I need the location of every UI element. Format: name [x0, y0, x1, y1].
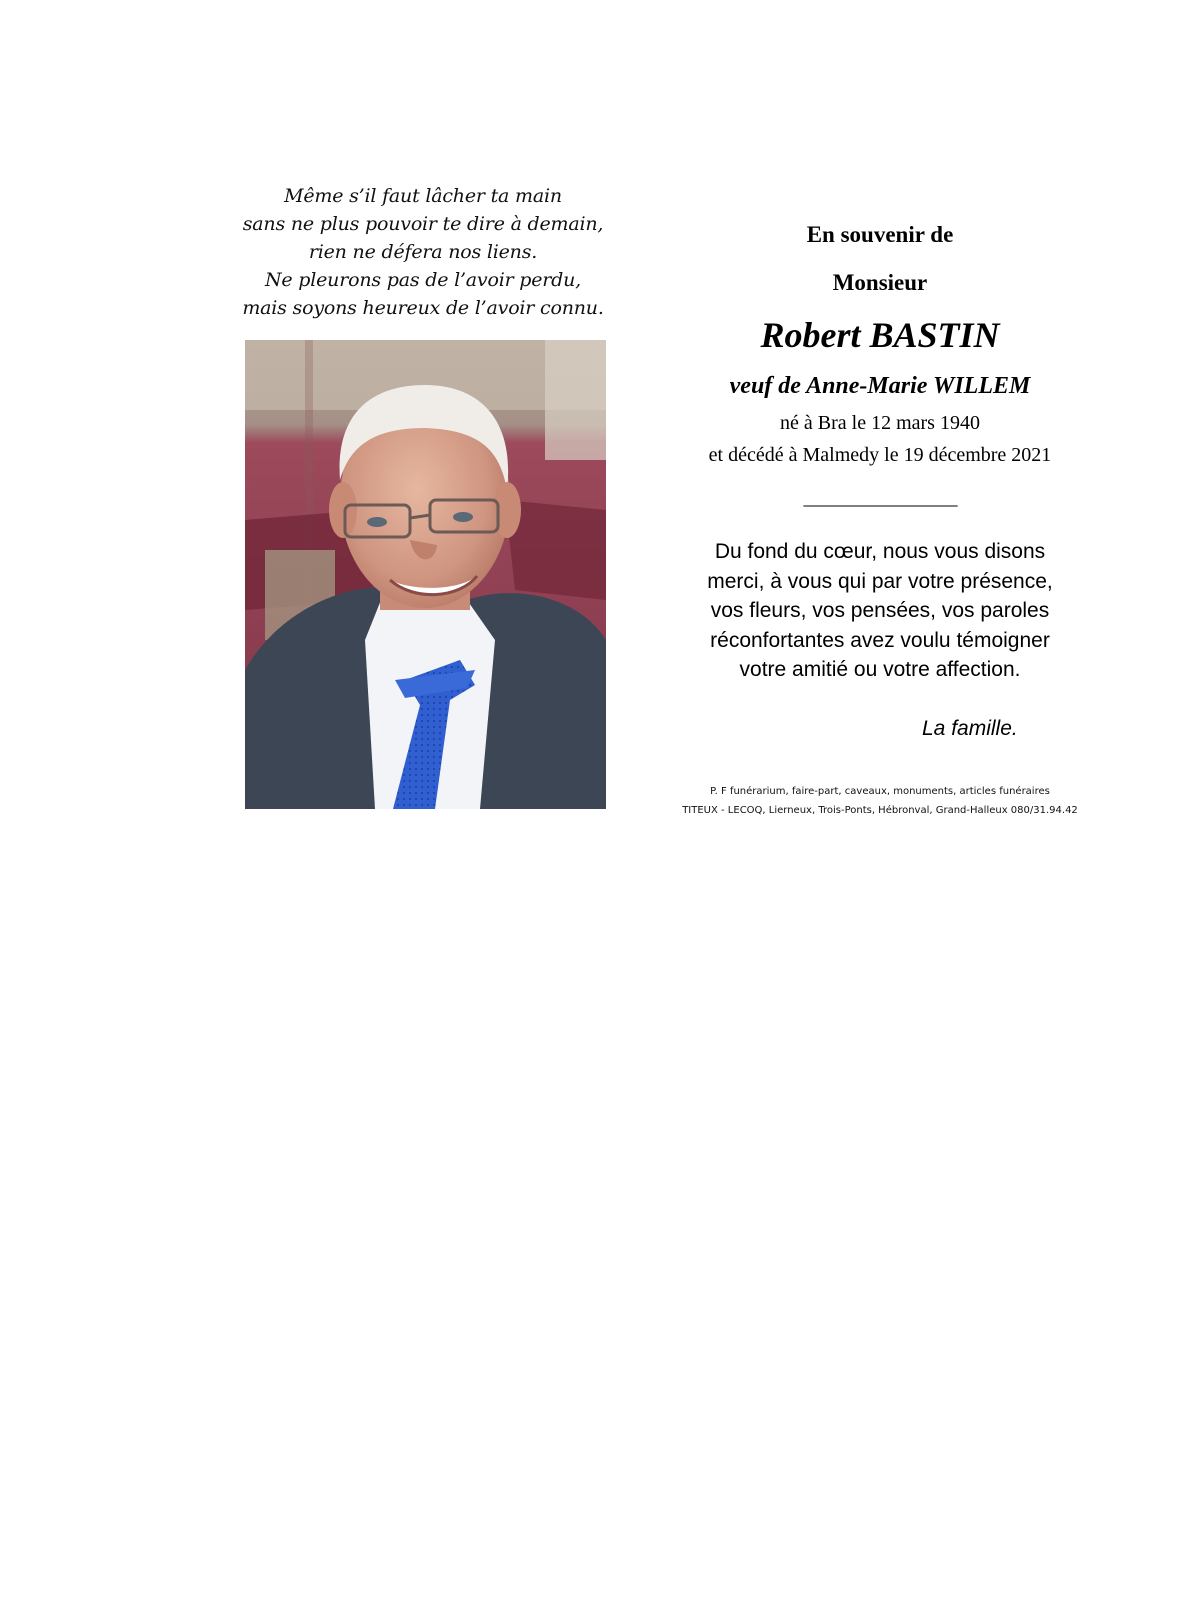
thanks-line: votre amitié ou votre affection. [739, 658, 1021, 681]
spouse-line: veuf de Anne-Marie WILLEM [729, 373, 1031, 399]
header-title: Monsieur [832, 270, 928, 295]
thanks-text [660, 537, 1100, 685]
signature: La famille. [922, 717, 1018, 740]
poem-line: rien ne défera nos liens. [308, 241, 538, 263]
poem-line: Même s’il faut lâcher ta main [284, 185, 562, 207]
thanks-line: merci, à vous qui par votre présence, [707, 569, 1053, 593]
poem-line: mais soyons heureux de l’avoir connu. [242, 297, 604, 319]
poem-line: Ne pleurons pas de l’avoir perdu, [264, 269, 582, 291]
funeral-home-footer [650, 782, 1110, 820]
portrait-illustration [245, 340, 606, 809]
footer-line-2: TITEUX - LECOQ, Lierneux, Trois-Ponts, Hébronval, Grand-Halleux 080/31.94.42 [682, 805, 1078, 816]
deceased-name: Robert BASTIN [760, 315, 1000, 355]
poem [240, 182, 606, 322]
thanks-line: vos fleurs, vos pensées, vos paroles [710, 599, 1050, 622]
birth-line: né à Bra le 12 mars 1940 [780, 412, 980, 434]
thanks-line: Du fond du cœur, nous vous disons [714, 540, 1046, 563]
portrait-photo [245, 340, 606, 809]
separator-line: _________________ [803, 487, 957, 509]
poem-line: sans ne plus pouvoir te dire à demain, [242, 213, 604, 235]
thanks-line: réconfortantes avez voulu témoigner [710, 628, 1050, 652]
footer-line-1: P. F funérarium, faire-part, caveaux, monuments, articles funéraires [710, 786, 1050, 797]
death-line: et décédé à Malmedy le 19 décembre 2021 [708, 444, 1052, 466]
header-souvenir: En souvenir de [806, 222, 954, 247]
